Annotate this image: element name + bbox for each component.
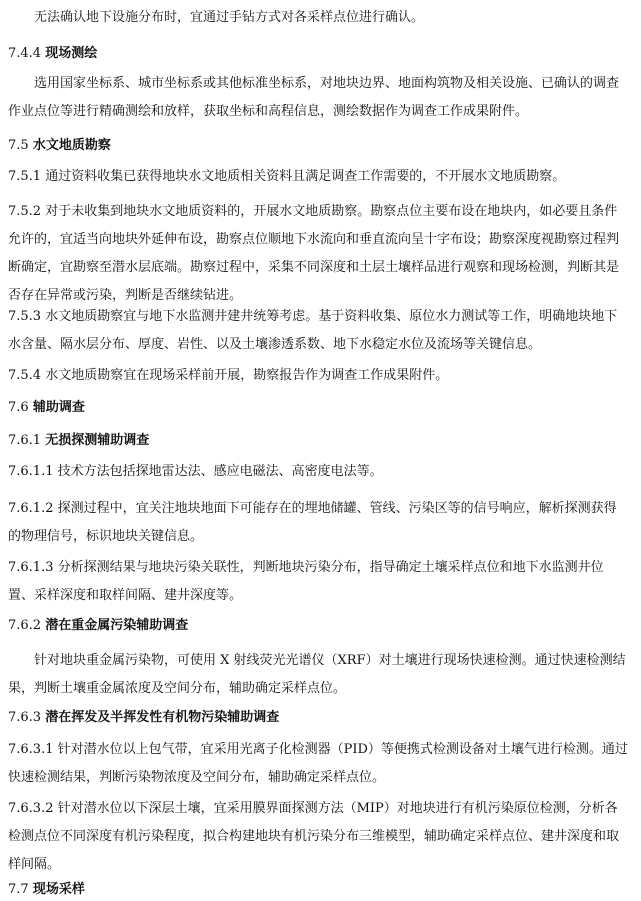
paragraph-7-6-3-2: 7.6.3.2 针对潜水位以下深层土壤，宜采用膜界面探测方法（MIP）对地块进行有机污染原位检测，分析各检测点位不同深度有机污染程度，拟合构建地块有机污染分布三维模型，辅助确定采样点位、建井深度和取样间隔。 (8, 801, 620, 872)
paragraph-7-5-3: 7.5.3 水文地质勘察宜与地下水监测井建井统筹考虑。基于资料收集、原位水力测试等工作，明确地块地下水含量、隔水层分布、厚度、岩性、以及土壤渗透系数、地下水稳定水位及流场等关键信息。 (8, 309, 618, 352)
heading-number: 7.6.2 (8, 618, 42, 633)
heading-title: 现场测绘 (45, 46, 98, 61)
heading-7-7 (8, 880, 628, 900)
paragraph-7-5-4: 7.5.4 水文地质勘察宜在现场采样前开展，勘察报告作为调查工作成果附件。 (8, 368, 449, 383)
paragraph-7-6-1-2: 7.6.1.2 探测过程中，宜关注地块地面下可能存在的埋地储罐、管线、污染区等的信号响应，解析探测获得的物理信号，标识地块关键信息。 (8, 501, 617, 544)
heading-number: 7.6.3 (8, 710, 42, 725)
paragraph-7-5-1: 7.5.1 通过资料收集已获得地块水文地质相关资料且满足调查工作需要的，不开展水文地质勘察。 (8, 169, 566, 184)
heading-7-6-2 (8, 616, 628, 636)
heading-7-4-4 (8, 44, 628, 64)
heading-title: 辅助调查 (32, 400, 85, 415)
heading-number: 7.5 (8, 138, 29, 153)
heading-title: 水文地质勘察 (32, 138, 111, 153)
heading-title: 现场采样 (32, 882, 85, 897)
paragraph-7-5-2: 7.5.2 对于未收集到地块水文地质资料的，开展水文地质勘察。勘察点位主要布设在地块内，如必要且条件允许的，宜适当向地块外延伸布设，勘察点位顺地下水流向和垂直流向呈十字布设；勘察深度视勘察过程判断确定，宜勘察至潜水层底端。勘察过程中，采集不同深度和土层土壤样品进行观察和现场检测，判断其是否存在异常或污染，判断是否继续钻进。 (8, 204, 620, 303)
paragraph-7-4-4: 选用国家坐标系、城市坐标系或其他标准坐标系，对地块边界、地面构筑物及相关设施、已确认的调查作业点位等进行精确测绘和放样，获取坐标和高程信息，测绘数据作为调查工作成果附件。 (8, 76, 620, 119)
heading-7-5 (8, 136, 628, 156)
paragraph-intro: 无法确认地下设施分布时，宜通过手钻方式对各采样点位进行确认。 (34, 10, 425, 25)
paragraph-7-6-2: 针对地块重金属污染物，可使用 X 射线荧光光谱仪（XRF）对土壤进行现场快速检测。通过快速检测结果，判断土壤重金属浓度及空间分布，辅助确定采样点位。 (8, 653, 626, 696)
paragraph-7-6-1-3: 7.6.1.3 分析探测结果与地块污染关联性，判断地块污染分布，指导确定土壤采样点位和地下水监测井位置、采样深度和取样间隔、建井深度等。 (8, 560, 604, 603)
heading-title: 潜在重金属污染辅助调查 (45, 618, 189, 633)
heading-number: 7.4.4 (8, 46, 42, 61)
heading-title: 潜在挥发及半挥发性有机物污染辅助调查 (45, 710, 280, 725)
paragraph-7-6-1-1: 7.6.1.1 技术方法包括探地雷达法、感应电磁法、高密度电法等。 (8, 464, 383, 479)
heading-7-6-1 (8, 431, 628, 451)
paragraph-7-6-3-1: 7.6.3.1 针对潜水位以上包气带，宜采用光离子化检测器（PID）等便携式检测设备对土壤气进行检测。通过快速检测结果，判断污染物浓度及空间分布，辅助确定采样点位。 (8, 742, 628, 785)
heading-number: 7.7 (8, 882, 29, 897)
heading-number: 7.6.1 (8, 433, 42, 448)
heading-number: 7.6 (8, 400, 29, 415)
heading-7-6-3 (8, 708, 628, 728)
heading-title: 无损探测辅助调查 (45, 433, 150, 448)
heading-7-6 (8, 398, 628, 418)
